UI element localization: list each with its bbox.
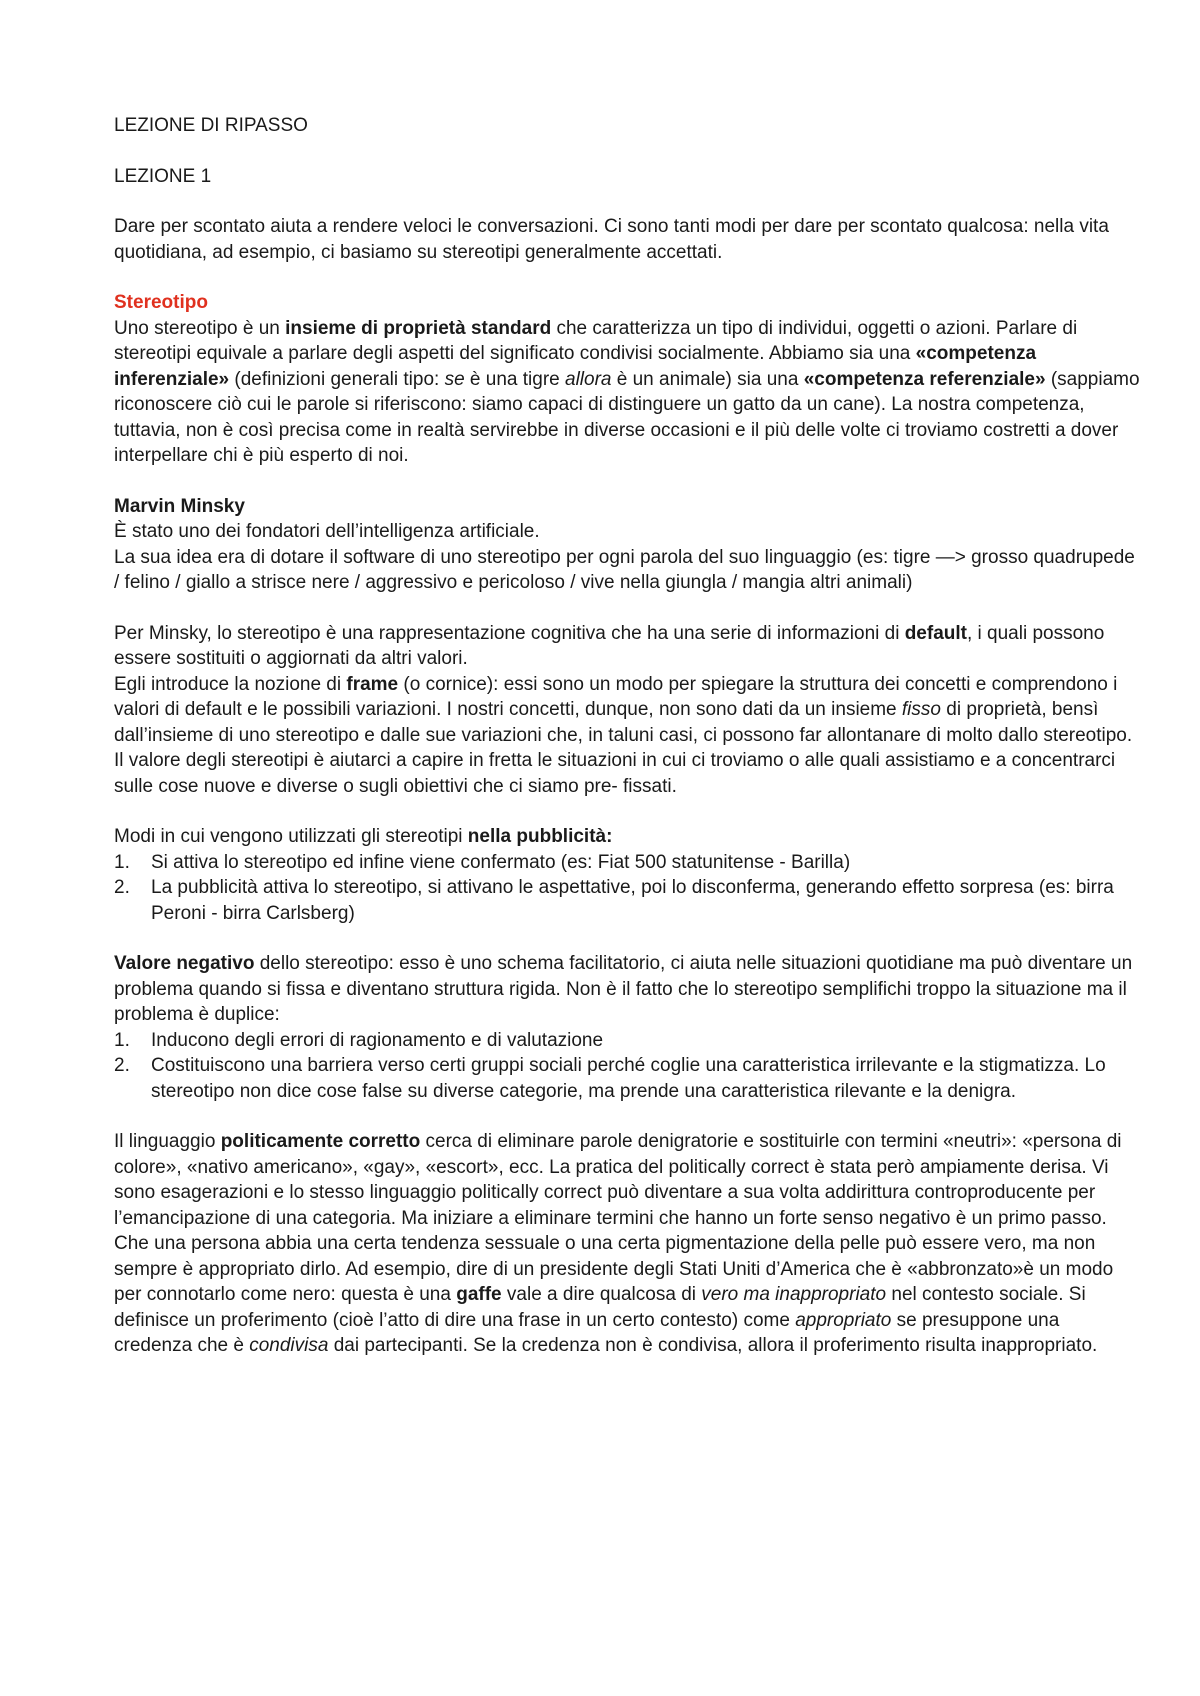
list-item: 1. Inducono degli errori di ragionamento e di valutazione [114,1029,604,1051]
pubblicita-list [114,850,1140,927]
stereotipo-paragraph: Uno stereotipo è un insieme di proprietà standard che caratterizza un tipo di individui, oggetti o azioni. Parlare di stereotipi equivale a parlare degli aspetti del significato condivisi socialmente. Abbiamo sia una «competenza inferenziale» (definizioni generali tipo: se è una tigre allora è un animale) sia una «competenza referenziale» (sappiamo riconoscere ciò cui le parole si riferiscono: siamo capaci di distinguere un gatto da un cane). La nostra competenza, tuttavia, non è così precisa come in realtà servirebbe in diverse occasioni e il più delle volte ci troviamo costretti a dover interpellare chi è più esperto di noi. [114,317,1140,466]
lesson-heading: LEZIONE 1 [114,165,212,187]
minsky-heading: Marvin Minsky [114,495,245,517]
minsky-default-paragraph: Per Minsky, lo stereotipo è una rappresentazione cognitiva che ha una serie di informazioni di default, i quali possono essere sostituiti o aggiornati da altri valori. [114,622,1105,669]
minsky-line-1: È stato uno dei fondatori dell’intelligenza artificiale. [114,521,540,542]
valore-negativo-list [114,1028,1140,1105]
pubblicita-intro: Modi in cui vengono utilizzati gli stereotipi nella pubblicità: [114,826,613,847]
valore-negativo-paragraph: Valore negativo dello stereotipo: esso è uno schema facilitatorio, ci aiuta nelle situazioni quotidiane ma può diventare un problema quando si fissa e diventano struttura rigida. Non è il fatto che lo stereotipo semplifichi troppo la situazione ma il problema è duplice: [114,953,1133,1025]
list-item: 2. La pubblicità attiva lo stereotipo, si attivano le aspettative, poi lo disconferma, generando effetto sorpresa (es: birra Peroni - birra Carlsberg) [114,877,1114,924]
minsky-frame-paragraph: Egli introduce la nozione di frame (o cornice): essi sono un modo per spiegare la struttura dei concetti e comprendono i valori di default e le possibili variazioni. I nostri concetti, dunque, non sono dati da un insieme fisso di proprietà, bensì dall’insieme di uno stereotipo e dalle sue variazioni che, in taluni casi, ci possono far allontanare di molto dallo stereotipo. [114,673,1133,746]
stereotipo-heading: Stereotipo [114,292,208,313]
minsky-line-2: La sua idea era di dotare il software di uno stereotipo per ogni parola del suo linguaggio (es: tigre —> grosso quadrupede / felino / giallo a strisce nere / aggressivo e pericoloso / vive nella giungla / mangia altri animali) [114,546,1135,593]
document-title: LEZIONE DI RIPASSO [114,115,308,136]
list-item: 2. Costituiscono una barriera verso certi gruppi sociali perché coglie una caratteristica irrilevante e la stigmatizza. Lo stereotipo non dice cose false su diverse categorie, ma prende una caratteristica rilevante e la denigra. [114,1055,1106,1102]
list-item: 1. Si attiva lo stereotipo ed infine viene confermato (es: Fiat 500 statunitense - Barilla) [114,851,851,873]
politicamente-corretto-paragraph: Il linguaggio politicamente corretto cerca di eliminare parole denigratorie e sostituirle con termini «neutri»: «persona di colore», «nativo americano», «gay», «escort», ecc. La pratica del politically correct è stata però ampiamente derisa. Vi sono esagerazioni e lo stesso linguaggio politically correct può diventare a sua volta addirittura controproducente per l’emancipazione di una categoria. Ma iniziare a eliminare termini che hanno un forte senso negativo è un primo passo. Che una persona abbia una certa tendenza sessuale o una certa pigmentazione della pelle può essere vero, ma non sempre è appropriato dirlo. Ad esempio, dire di un presidente degli Stati Uniti d’America che è «abbronzato»è un modo per connotarlo come nero: questa è una gaffe vale a dire qualcosa di vero ma inappropriato nel contesto sociale. Si definisce un proferimento (cioè l’atto di dire una frase in un certo contesto) come appropriato se presuppone una credenza che è condivisa dai partecipanti. Se la credenza non è condivisa, allora il proferimento risulta inappropriato. [114,1131,1122,1356]
minsky-value-paragraph: Il valore degli stereotipi è aiutarci a capire in fretta le situazioni in cui ci troviamo o alle quali assistiamo e a concentrarci sulle cose nuove e diverse o sugli obiettivi che ci siamo pre- fissati. [114,750,1116,797]
intro-paragraph: Dare per scontato aiuta a rendere veloci le conversazioni. Ci sono tanti modi per dare per scontato qualcosa: nella vita quotidiana, ad esempio, ci basiamo su stereotipi generalmente accettati. [114,216,1109,263]
